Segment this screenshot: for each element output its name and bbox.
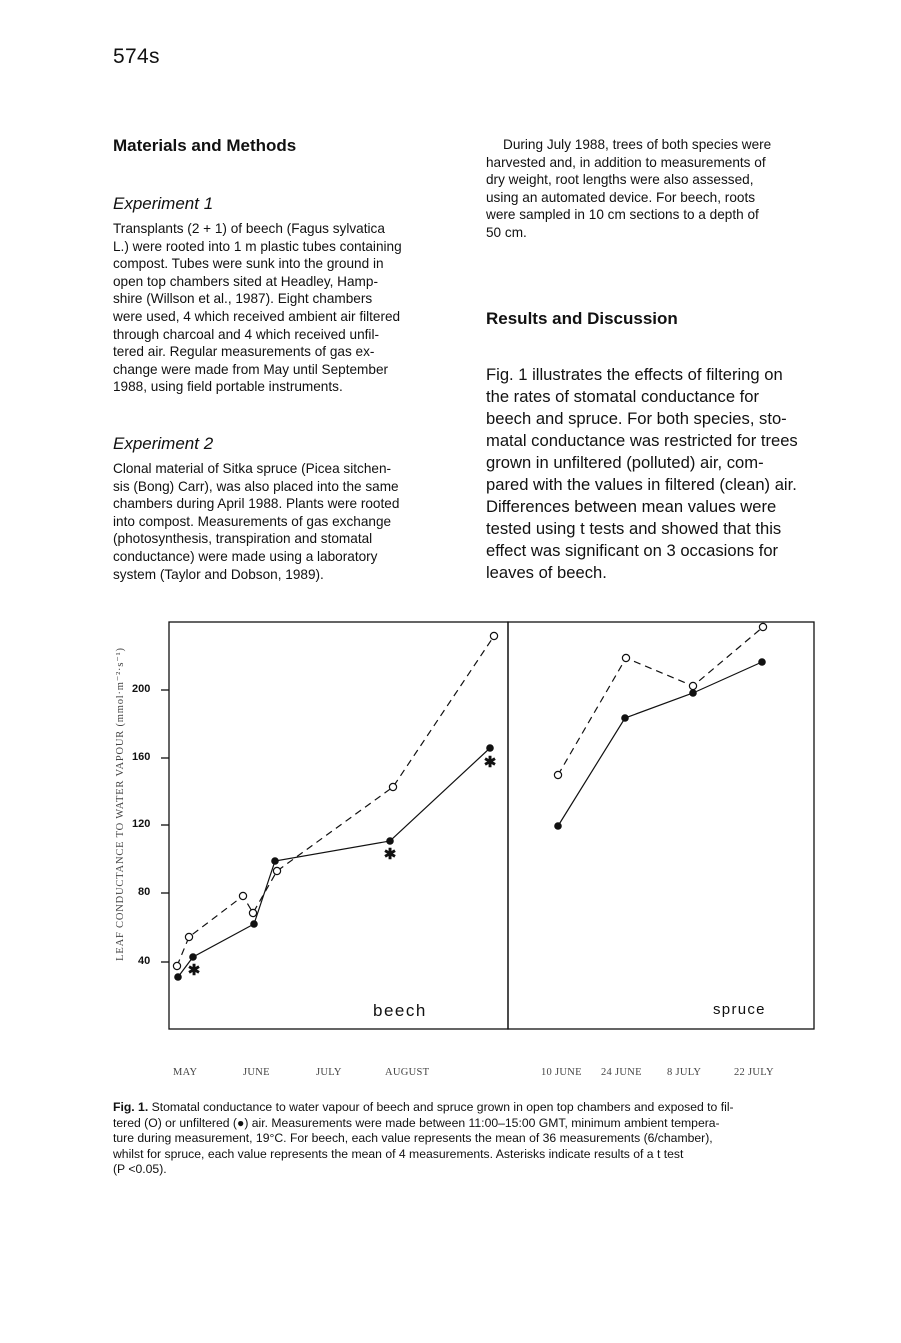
caption-line: tered (O) or unfiltered (●) air. Measurements were made between 11:00–15:00 GMT, minimum ambient tempera- [113, 1115, 720, 1130]
text-line: Clonal material of Sitka spruce (Picea sitchen- [113, 461, 392, 476]
text-line: sis (Bong) Carr), was also placed into the same [113, 478, 399, 494]
text-line: into compost. Measurements of gas exchange [113, 513, 392, 529]
text-line: Differences between mean values were [486, 497, 777, 516]
y-tick-120: 120 [132, 818, 151, 830]
caption-line: whilst for spruce, each value represents the mean of 4 measurements. Asterisks indicate results of a t test [113, 1146, 684, 1161]
text-line: dry weight, root lengths were also assessed, [486, 172, 754, 188]
y-tick-200: 200 [132, 683, 151, 695]
beech-plot-frame [169, 622, 508, 1029]
spruce-filtered-line [558, 627, 763, 775]
x-label-may: MAY [173, 1067, 198, 1078]
x-label-22-july: 22 JULY [734, 1067, 774, 1078]
text-line: open top chambers sited at Headley, Hamp- [113, 273, 378, 289]
text-line: Fig. 1 illustrates the effects of filtering on [486, 365, 783, 384]
x-label-8-july: 8 JULY [667, 1067, 702, 1078]
text-line: pared with the values in filtered (clean) air. [486, 475, 797, 494]
x-label-24-june: 24 JUNE [601, 1067, 642, 1078]
text-line: tered air. Regular measurements of gas ex- [113, 344, 375, 360]
svg-text:✱: ✱ [187, 962, 201, 979]
y-tick-80: 80 [138, 886, 151, 898]
spruce-plot-frame [508, 622, 814, 1029]
x-label-august: AUGUST [385, 1067, 430, 1078]
x-label-10-june: 10 JUNE [541, 1067, 582, 1078]
text-line: leaves of beech. [486, 563, 607, 582]
beech-unfiltered-line [178, 748, 490, 977]
text-line: L.) were rooted into 1 m plastic tubes containing [113, 238, 402, 254]
x-label-june: JUNE [243, 1067, 270, 1078]
text-line: were used, 4 which received ambient air filtered [113, 308, 401, 324]
y-axis-ticks [161, 690, 169, 962]
caption-line [113, 1100, 825, 1116]
beech-panel-label: beech [373, 1001, 427, 1020]
experiment-2-title: Experiment 2 [113, 434, 214, 453]
text-line: chambers during April 1988. Plants were rooted [113, 496, 400, 512]
spruce-filtered-markers [554, 623, 766, 778]
text-line: grown in unfiltered (polluted) air, com- [486, 453, 764, 472]
text-line: through charcoal and 4 which received unfil- [113, 326, 379, 342]
text-line: harvested and, in addition to measurements of [486, 154, 766, 170]
figure-caption [113, 1100, 825, 1178]
significance-asterisks [188, 754, 497, 979]
text-line: conductance) were made using a laboratory [113, 548, 378, 564]
beech-unfiltered-markers [174, 744, 494, 981]
text-line: the rates of stomatal conductance for [486, 387, 760, 406]
caption-text: Stomatal conductance to water vapour of beech and spruce grown in open top chambers and exposed to fil- [151, 1100, 734, 1114]
y-tick-160: 160 [132, 751, 151, 763]
text-line: compost. Tubes were sunk into the ground in [113, 256, 384, 272]
text-line: were sampled in 10 cm sections to a depth of [486, 207, 759, 223]
caption-line: (P <0.05). [113, 1162, 167, 1177]
text-line: shire (Willson et al., 1987). Eight chambers [113, 291, 373, 307]
caption-line: ture during measurement, 19°C. For beech, each value represents the mean of 36 measurements (6/chamber), [113, 1131, 713, 1146]
text-line: beech and spruce. For both species, sto- [486, 409, 787, 428]
y-tick-40: 40 [138, 955, 151, 967]
svg-text:✱: ✱ [483, 754, 497, 771]
text-line: matal conductance was restricted for trees [486, 431, 798, 450]
text-line: tested using t tests and showed that this [486, 519, 782, 538]
text-line: using an automated device. For beech, roots [486, 189, 756, 205]
text-line: During July 1988, trees of both species were [503, 137, 772, 152]
text-line: system (Taylor and Dobson, 1989). [113, 566, 324, 582]
spruce-panel-label: spruce [713, 1001, 766, 1018]
text-line: 50 cm. [486, 224, 527, 240]
page-number: 574s [113, 45, 160, 68]
text-line: 1988, using field portable instruments. [113, 379, 343, 395]
x-label-july: JULY [316, 1067, 342, 1078]
text-line: (photosynthesis, transpiration and stomatal [113, 531, 373, 547]
results-discussion-heading: Results and Discussion [486, 309, 678, 328]
y-axis-label: LEAF CONDUCTANCE TO WATER VAPOUR (mmol·m⁻²·s⁻¹) [115, 647, 126, 961]
spruce-unfiltered-line [558, 662, 762, 826]
experiment-1-title: Experiment 1 [113, 194, 214, 213]
svg-text:✱: ✱ [383, 846, 397, 863]
beech-filtered-line [177, 636, 494, 966]
caption-label: Fig. 1. [113, 1100, 149, 1114]
text-line: change were made from May until September [113, 361, 389, 377]
spruce-unfiltered-markers [554, 658, 766, 830]
text-line: Transplants (2 + 1) of beech (Fagus sylvatica [113, 221, 385, 236]
materials-methods-heading: Materials and Methods [113, 136, 297, 155]
text-line: effect was significant on 3 occasions for [486, 541, 779, 560]
beech-filtered-markers [173, 632, 497, 969]
